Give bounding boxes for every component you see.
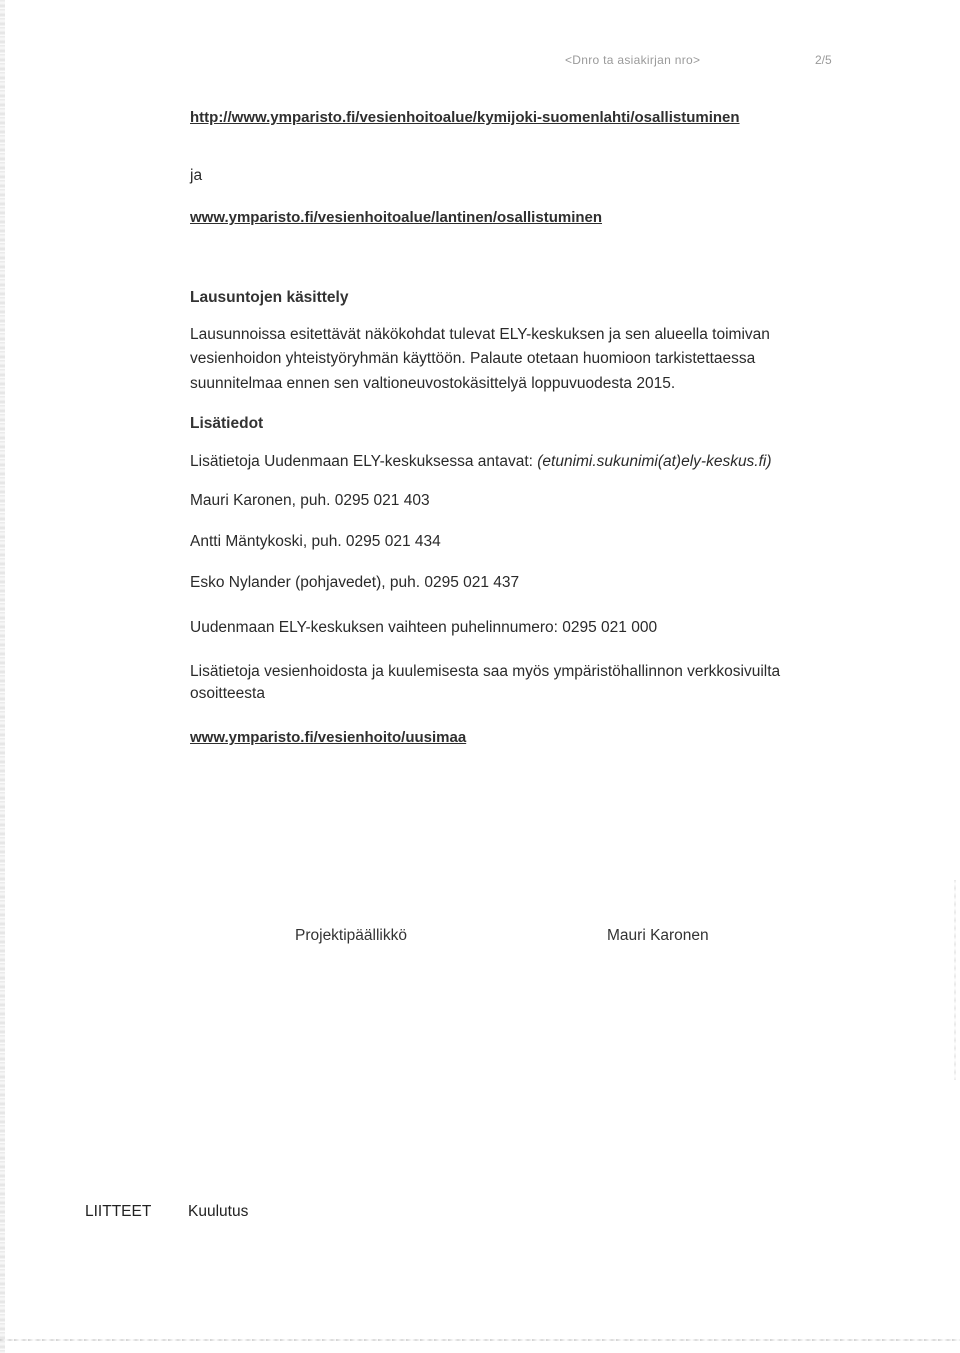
info-intro-line <box>190 452 772 472</box>
statements-heading: Lausuntojen käsittely <box>190 289 349 306</box>
statements-line-2: vesienhoidon yhteistyöryhmän käyttöön. Palaute otetaan huomioon tarkistettaessa <box>190 350 756 367</box>
uusimaa-water-management-link[interactable]: www.ymparisto.fi/vesienhoito/uusimaa <box>190 729 467 746</box>
page-number: 2/5 <box>815 53 832 67</box>
more-info-line-1: Lisätietoja vesienhoidosta ja kuulemisesta saa myös ympäristöhallinnon verkkosivuilta <box>190 663 781 680</box>
statements-line-1: Lausunnoissa esitettävät näkökohdat tulevat ELY-keskuksen ja sen alueella toimivan <box>190 326 770 343</box>
contact-item: Antti Mäntykoski, puh. 0295 021 434 <box>190 533 441 550</box>
more-info-line-2: osoitteesta <box>190 685 265 702</box>
scan-edge-right <box>954 880 956 1080</box>
signer-name: Mauri Karonen <box>607 927 709 944</box>
email-format-text: (etunimi.sukunimi(at)ely-keskus.fi) <box>537 453 772 470</box>
link-connector-text: ja <box>190 167 203 184</box>
lantinen-participation-link[interactable]: www.ymparisto.fi/vesienhoitoalue/lantinen/osallistuminen <box>190 209 603 226</box>
info-intro-text: Lisätietoja Uudenmaan ELY-keskuksessa antavat: <box>190 453 538 470</box>
statements-line-3: suunnitelmaa ennen sen valtioneuvostokäsittelyä loppuvuodesta 2015. <box>190 375 676 392</box>
contact-item: Esko Nylander (pohjavedet), puh. 0295 021 437 <box>190 574 520 591</box>
info-heading: Lisätiedot <box>190 415 264 432</box>
contact-item: Mauri Karonen, puh. 0295 021 403 <box>190 492 430 509</box>
attachments-label: LIITTEET <box>85 1203 152 1220</box>
kymijoki-participation-link[interactable]: http://www.ymparisto.fi/vesienhoitoalue/kymijoki-suomenlahti/osallistuminen <box>190 109 740 126</box>
document-number-placeholder: <Dnro ta asiakirjan nro> <box>565 53 701 67</box>
switchboard-number: Uudenmaan ELY-keskuksen vaihteen puhelinnumero: 0295 021 000 <box>190 619 658 636</box>
scan-edge-left <box>0 0 5 1353</box>
signer-title: Projektipäällikkö <box>295 927 407 944</box>
scan-edge-bottom <box>0 1339 960 1341</box>
attachment-item: Kuulutus <box>188 1203 249 1220</box>
